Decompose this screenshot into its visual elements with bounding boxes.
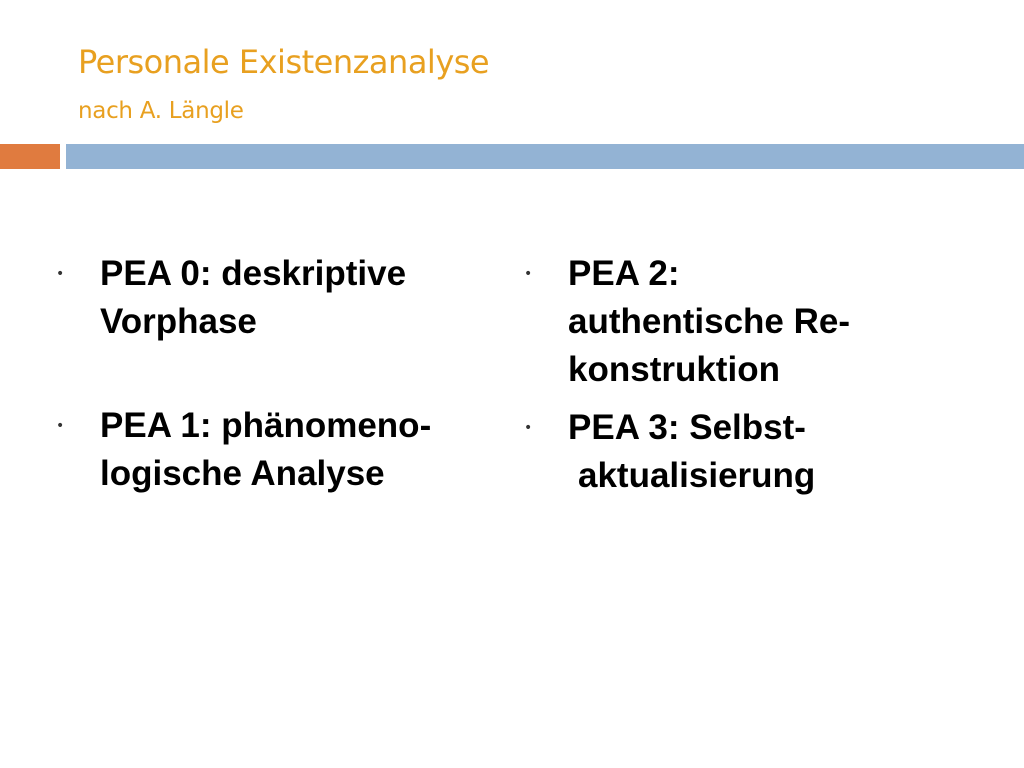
bullet-text-line: PEA 3: Selbst- <box>568 408 806 447</box>
bullet-dot-icon: • <box>524 266 533 282</box>
header-rule-bar <box>66 144 1024 169</box>
left-bullet-list <box>56 250 496 498</box>
bullet-text-line: PEA 2: <box>568 254 680 293</box>
bullet-text-line: Vorphase <box>100 302 257 341</box>
right-bullet-list <box>524 250 964 500</box>
bullet-text-line: konstruktion <box>568 350 780 389</box>
bullet-text-line: authentische Re- <box>568 302 850 341</box>
slide-title: Personale Existenzanalyse <box>78 43 490 81</box>
bullet-item-pea-3 <box>524 404 964 500</box>
bullet-text-line: PEA 0: deskriptive <box>100 254 407 293</box>
bullet-text-line: logische Analyse <box>100 454 385 493</box>
bullet-item-pea-0 <box>56 250 496 346</box>
bullet-dot-icon: • <box>56 418 65 434</box>
bullet-item-pea-2 <box>524 250 964 394</box>
bullet-text-line: aktualisierung <box>578 456 816 495</box>
bullet-item-pea-1 <box>56 402 496 498</box>
bullet-dot-icon: • <box>524 420 533 436</box>
bullet-text-line: PEA 1: phänomeno- <box>100 406 432 445</box>
slide-subtitle: nach A. Längle <box>78 98 244 124</box>
accent-block <box>0 144 60 169</box>
bullet-dot-icon: • <box>56 266 65 282</box>
